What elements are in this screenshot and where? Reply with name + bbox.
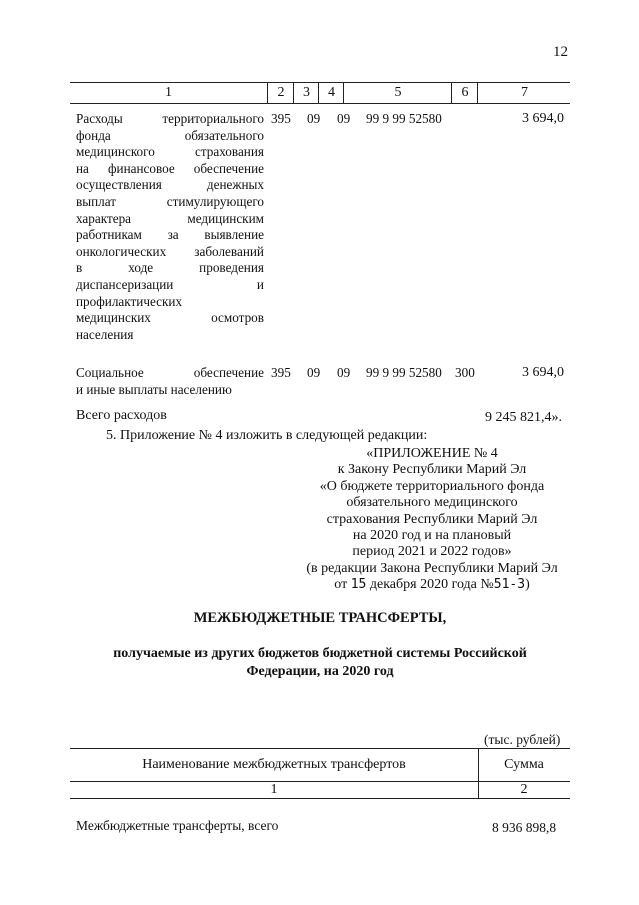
desc-line: работникам за выявление — [76, 227, 264, 243]
stamp-line: «ПРИЛОЖЕНИЕ № 4 — [366, 446, 498, 461]
row2-col5: 99 9 99 52580 — [366, 365, 442, 380]
header-sum: Сумма — [504, 757, 544, 772]
transfers-total-label: Межбюджетные трансферты, всего — [76, 818, 279, 833]
desc-line: профилактических — [76, 293, 183, 309]
desc-line: диспансеризации и — [76, 276, 264, 292]
appendix-stamp — [292, 446, 572, 594]
desc-line: выплат стимулирующего — [76, 193, 264, 209]
table-top-border — [70, 748, 570, 749]
total-expenses-label: Всего расходов — [76, 408, 167, 423]
row1-col5: 99 9 99 52580 — [366, 111, 442, 126]
units-label: (тыс. рублей) — [484, 732, 561, 747]
stamp-law-number: 51-З — [493, 577, 526, 593]
transfers-table-header — [70, 748, 570, 798]
expense-table-header — [70, 82, 570, 104]
header-col-5: 5 — [343, 83, 452, 103]
stamp-from: от — [334, 577, 348, 593]
header-col-1: 1 — [165, 85, 172, 100]
stamp-line: к Закону Республики Марий Эл — [337, 462, 527, 478]
section-subtitle-line2: Федерации, на 2020 год — [246, 664, 394, 679]
stamp-day: 15 — [350, 577, 367, 593]
desc-line: на финансовое обеспечение — [76, 160, 264, 176]
stamp-month-year: декабря 2020 года № — [369, 577, 494, 593]
stamp-line-law-date — [292, 577, 572, 593]
desc-line: населения — [76, 326, 134, 342]
stamp-line: на 2020 год и на плановый — [352, 528, 512, 544]
row1-col2: 395 — [271, 111, 291, 126]
desc-line: и иные выплаты населению — [76, 381, 232, 397]
stamp-line: страхования Республики Марий Эл — [326, 511, 538, 527]
row1-col4: 09 — [337, 111, 351, 126]
section-subtitle-line1: получаемые из других бюджетов бюджетной системы Российской — [113, 646, 527, 661]
desc-line: медицинских осмотров — [76, 310, 264, 326]
total-expenses-value: 9 245 821,4». — [485, 410, 562, 425]
desc-line: онкологических заболеваний — [76, 243, 264, 259]
transfers-total-value: 8 936 898,8 — [492, 820, 557, 835]
row1-col7: 3 694,0 — [522, 111, 564, 126]
desc-line: Расходы территориального — [76, 111, 264, 126]
header-col-6: 6 — [451, 83, 478, 103]
column-number-2: 2 — [520, 782, 528, 797]
stamp-line: период 2021 и 2022 годов» — [352, 544, 512, 560]
row2-description — [76, 365, 264, 398]
column-number-1: 1 — [270, 782, 278, 797]
row2-col2: 395 — [271, 365, 291, 380]
stamp-line: «О бюджете территориального фонда — [319, 478, 545, 494]
row2-col7: 3 694,0 — [522, 365, 564, 380]
paragraph-5: 5. Приложение № 4 изложить в следующей редакции: — [106, 428, 428, 443]
desc-line: медицинского страхования — [76, 144, 264, 160]
header-col-7: 7 — [477, 83, 571, 103]
page-number: 12 — [553, 44, 568, 60]
header-col-2: 2 — [267, 83, 294, 103]
stamp-line: (в редакции Закона Республики Марий Эл — [306, 560, 558, 576]
row2-col6: 300 — [455, 365, 475, 380]
row1-col3: 09 — [307, 111, 321, 126]
row2-col3: 09 — [307, 365, 321, 380]
table-bottom-border — [70, 798, 570, 799]
header-name: Наименование межбюджетных трансфертов — [142, 757, 406, 772]
header-col-3: 3 — [293, 83, 319, 103]
desc-line: характера медицинским — [76, 210, 264, 226]
desc-line: осуществления денежных — [76, 177, 264, 193]
row1-description — [76, 111, 264, 343]
section-title: МЕЖБЮДЖЕТНЫЕ ТРАНСФЕРТЫ, — [193, 610, 447, 626]
desc-line: фонда обязательного — [76, 127, 264, 143]
header-col-4: 4 — [318, 83, 344, 103]
desc-line: в ходе проведения — [76, 260, 264, 276]
row2-col4: 09 — [337, 365, 351, 380]
stamp-line: обязательного медицинского — [346, 495, 518, 511]
stamp-close-paren: ) — [525, 577, 530, 593]
desc-line: Социальное обеспечение — [76, 365, 264, 380]
